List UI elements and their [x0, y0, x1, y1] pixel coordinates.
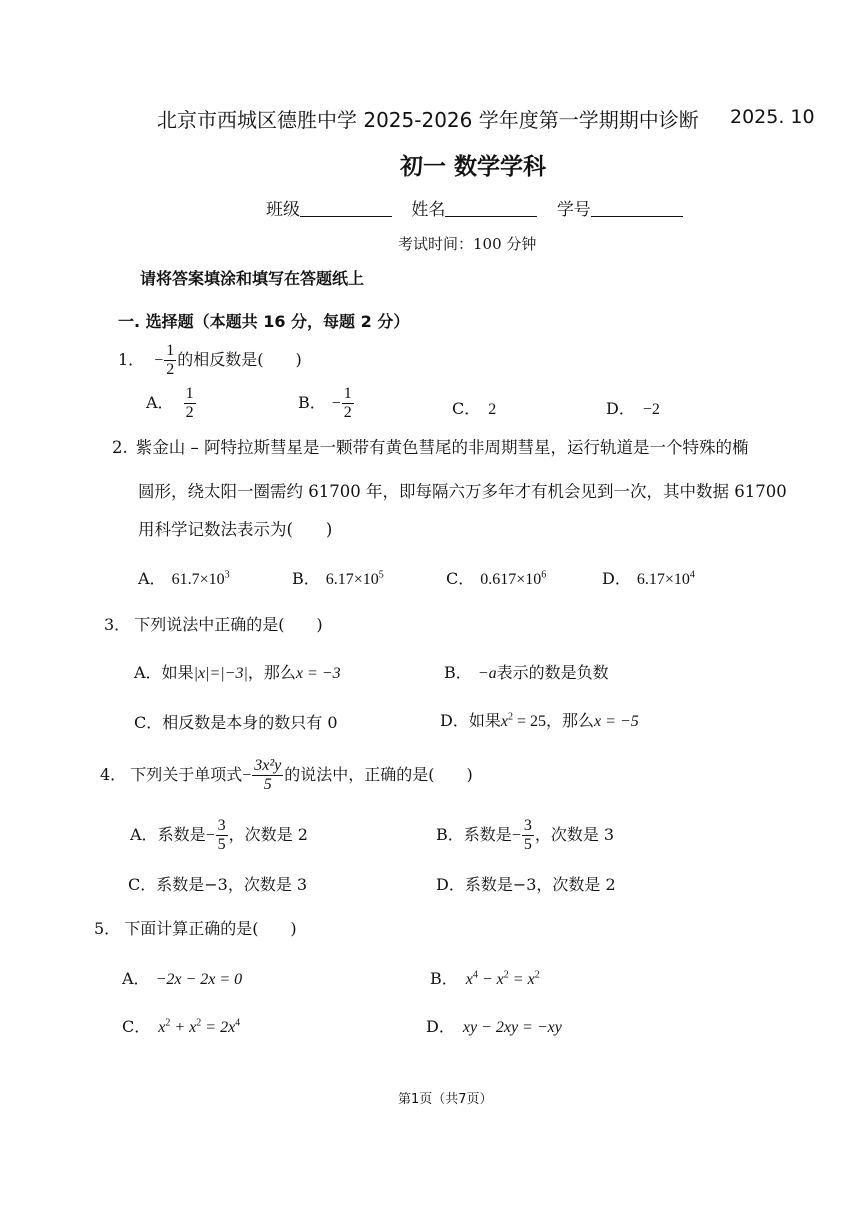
- exam-title: 北京市西城区德胜中学 2025-2026 学年度第一学期期中诊断: [157, 108, 699, 132]
- option-label: B．: [444, 663, 472, 682]
- option-math: xy − 2xy = −xy: [462, 1019, 562, 1036]
- q1-option-d[interactable]: [606, 396, 660, 419]
- denominator: 5: [523, 836, 532, 853]
- q2-option-d[interactable]: [602, 566, 695, 589]
- class-label: 班级: [266, 200, 300, 220]
- option-text: 系数是: [157, 825, 206, 844]
- q2-option-b[interactable]: [292, 566, 384, 589]
- option-label: D．: [426, 1017, 455, 1036]
- page-footer: 第1页（共7页）: [398, 1092, 493, 1107]
- option-math: = x: [508, 971, 535, 988]
- minus-sign: −: [511, 827, 521, 844]
- option-math: −2x − 2x = 0: [155, 971, 243, 988]
- q3-option-b[interactable]: [444, 660, 609, 683]
- class-field[interactable]: [300, 215, 392, 217]
- numerator: 1: [166, 342, 175, 359]
- exponent: 2: [507, 711, 513, 723]
- option-value: 6.17×10: [636, 571, 690, 588]
- option-label: C．: [452, 399, 481, 418]
- minus-sign: −: [331, 395, 341, 412]
- section-title: 一. 选择题（本题共 16 分，每题 2 分）: [118, 312, 410, 331]
- option-label: D．: [440, 711, 469, 730]
- minus-sign: −: [205, 827, 215, 844]
- question-2-line3: 用科学记数法表示为( ): [138, 520, 333, 539]
- question-5: [94, 916, 297, 939]
- id-label: 学号: [556, 200, 591, 220]
- fraction: [216, 818, 228, 853]
- option-text: 系数是−3，次数是 2: [464, 875, 616, 894]
- option-text: ，那么: [247, 663, 296, 682]
- option-text: 如果: [161, 663, 194, 682]
- option-math: −a: [477, 665, 497, 682]
- exponent: 2: [196, 1017, 202, 1029]
- q4-option-a[interactable]: [130, 818, 308, 853]
- question-number: 4．: [100, 765, 127, 784]
- denominator: 5: [263, 776, 272, 793]
- denominator: 5: [217, 836, 226, 853]
- question-text: 下列关于单项式: [130, 765, 243, 784]
- q5-option-c[interactable]: [122, 1014, 240, 1037]
- option-label: D．: [602, 569, 631, 588]
- question-text-line1: 紫金山 – 阿特拉斯彗星是一颗带有黄色彗尾的非周期彗星，运行轨道是一个特殊的椭: [135, 438, 749, 457]
- question-4: [100, 758, 473, 793]
- q5-option-d[interactable]: [426, 1014, 562, 1037]
- fraction: [342, 386, 354, 421]
- q5-option-a[interactable]: [122, 966, 242, 989]
- option-label: B．: [298, 393, 326, 412]
- option-math: x: [465, 971, 473, 988]
- option-label: B．: [292, 569, 320, 588]
- option-math: − x: [477, 971, 504, 988]
- student-info-row: [266, 195, 683, 220]
- option-math: x: [158, 1019, 166, 1036]
- q3-option-c[interactable]: [134, 710, 338, 733]
- option-text: 表示的数是负数: [496, 663, 609, 682]
- q3-option-a[interactable]: [134, 660, 341, 683]
- q4-option-b[interactable]: [436, 818, 614, 853]
- option-label: B．: [430, 969, 458, 988]
- option-label: A．: [134, 663, 162, 682]
- question-number: 5．: [94, 919, 121, 938]
- fraction: [164, 343, 176, 378]
- option-text: ，那么: [546, 711, 595, 730]
- q2-option-a[interactable]: [138, 566, 230, 589]
- option-label: B．: [436, 825, 464, 844]
- exponent: 3: [224, 569, 230, 581]
- exponent: 5: [378, 569, 384, 581]
- question-2: [112, 440, 749, 457]
- denominator: 2: [343, 404, 352, 421]
- question-text: 的说法中，正确的是( ): [284, 765, 473, 784]
- question-number: 1．: [118, 350, 145, 369]
- q1-option-c[interactable]: [452, 396, 496, 419]
- numerator: 1: [343, 385, 352, 402]
- exponent: 4: [472, 969, 478, 981]
- option-value: 61.7×10: [171, 571, 225, 588]
- q4-option-d[interactable]: [436, 872, 616, 895]
- option-text: ，次数是 3: [534, 825, 615, 844]
- option-label: A．: [146, 393, 174, 412]
- option-math: x: [500, 713, 508, 730]
- option-text: ，次数是 2: [228, 825, 308, 844]
- option-math: x = −3: [295, 665, 341, 682]
- option-label: C．: [128, 875, 157, 894]
- q2-option-c[interactable]: [446, 566, 546, 589]
- numerator: 3: [523, 817, 532, 834]
- exponent: 6: [541, 569, 547, 581]
- numerator: 3: [217, 817, 226, 834]
- question-text: 的相反数是( ): [177, 350, 302, 369]
- q1-option-a[interactable]: [146, 386, 197, 421]
- option-label: D．: [606, 399, 635, 418]
- id-field[interactable]: [591, 215, 683, 217]
- fraction: [252, 758, 283, 793]
- numerator: 3x²y: [254, 757, 282, 774]
- option-label: A．: [138, 569, 166, 588]
- option-text: 如果: [468, 711, 501, 730]
- question-3: [104, 612, 323, 635]
- question-number: 2.: [112, 438, 128, 457]
- exponent: 2: [534, 969, 540, 981]
- exponent: 4: [235, 1017, 241, 1029]
- option-math: = 25: [512, 713, 546, 730]
- q3-option-d[interactable]: [440, 708, 639, 731]
- exam-time: 考试时间：100 分钟: [398, 235, 537, 253]
- option-value: 2: [488, 401, 497, 418]
- option-label: C．: [446, 569, 475, 588]
- option-value: 0.617×10: [480, 571, 542, 588]
- minus-sign: −: [242, 767, 252, 784]
- option-value: 6.17×10: [325, 571, 379, 588]
- option-label: A．: [122, 969, 150, 988]
- fraction: [184, 386, 196, 421]
- option-math: = 2x: [201, 1019, 236, 1036]
- option-math: + x: [170, 1019, 197, 1036]
- option-text: 系数是: [463, 825, 512, 844]
- name-label: 姓名: [411, 200, 446, 220]
- q5-option-b[interactable]: [430, 966, 540, 989]
- exponent: 4: [689, 569, 695, 581]
- question-text: 下列说法中正确的是( ): [134, 615, 323, 634]
- denominator: 2: [166, 361, 175, 378]
- option-label: D．: [436, 875, 465, 894]
- question-2-line2: 圆形，绕太阳一圈需约 61700 年，即每隔六万多年才有机会见到一次，其中数据 61700: [138, 482, 787, 501]
- fraction: [522, 818, 534, 853]
- option-label: C．: [134, 713, 163, 732]
- option-label: A．: [130, 825, 158, 844]
- q4-option-c[interactable]: [128, 872, 307, 895]
- option-text: 系数是−3，次数是 3: [156, 875, 308, 894]
- question-number: 3．: [104, 615, 131, 634]
- option-text: 相反数是本身的数只有 0: [162, 713, 338, 732]
- exam-subtitle: 初一 数学学科: [400, 154, 547, 180]
- exponent: 2: [165, 1017, 171, 1029]
- exponent: 2: [503, 969, 509, 981]
- option-value: −2: [642, 401, 660, 418]
- minus-sign: −: [154, 352, 164, 369]
- name-field[interactable]: [445, 215, 537, 217]
- numerator: 1: [185, 385, 194, 402]
- instruction: 请将答案填涂和填写在答题纸上: [140, 269, 365, 288]
- option-label: C．: [122, 1017, 151, 1036]
- option-math: |x|=|−3|: [193, 665, 248, 682]
- denominator: 2: [185, 404, 194, 421]
- exam-date: 2025. 10: [730, 106, 815, 128]
- option-math: x = −5: [594, 713, 639, 730]
- question-text: 下面计算正确的是( ): [124, 919, 297, 938]
- question-1: [118, 343, 302, 378]
- q1-option-b[interactable]: [298, 386, 355, 421]
